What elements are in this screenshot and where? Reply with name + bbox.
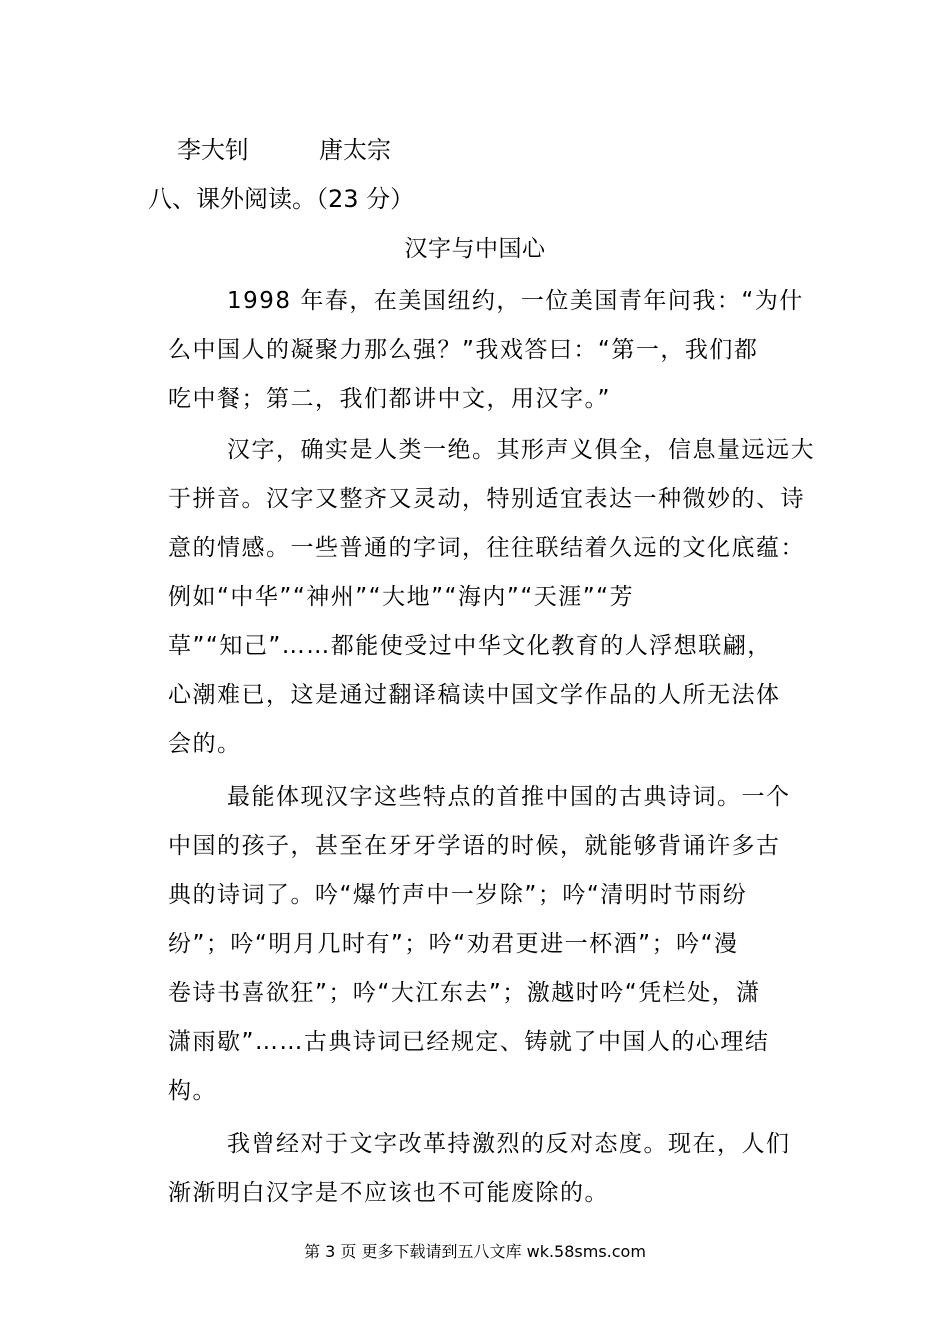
text-line: 中国的孩子，甚至在牙牙学语的时候，就能够背诵许多古 (168, 833, 781, 859)
text-line: 会的。 (168, 731, 242, 757)
name-tang-taizong: 唐太宗 (319, 136, 391, 164)
text-line: 卷诗书喜欲狂”；吟“大江东去”；激越时吟“凭栏处，潇 (168, 980, 761, 1006)
text-line: 草”“知己”……都能使受过中华文化教育的人浮想联翩， (168, 633, 772, 659)
text-line: 意的情感。一些普通的字词，往往联结着久远的文化底蕴： (168, 535, 805, 561)
text-line: 最能体现汉字这些特点的首推中国的古典诗词。一个 (227, 784, 791, 810)
text-line: 典的诗词了。吟“爆竹声中一岁除”；吟“清明时节雨纷 (168, 882, 748, 908)
name-li-dazhao: 李大钊 (177, 136, 249, 164)
text-line: 我曾经对于文字改革持激烈的反对态度。现在，人们 (227, 1131, 791, 1157)
text-line: 于拼音。汉字又整齐又灵动，特别适宜表达一种微妙的、诗 (168, 486, 805, 512)
text-line: 潇雨歇”……古典诗词已经规定、铸就了中国人的心理结 (168, 1029, 770, 1055)
text-line: 吃中餐；第二，我们都讲中文，用汉字。” (168, 386, 611, 412)
answer-names (177, 136, 391, 164)
text-line: 例如“中华”“神州”“大地”“海内”“天涯”“芳 (168, 584, 635, 610)
section-heading: 八、课外阅读。（23 分） (148, 185, 415, 213)
article-title: 汉字与中国心 (404, 236, 546, 262)
text-line: 构。 (168, 1078, 217, 1104)
text-line: 汉字，确实是人类一绝。其形声义俱全，信息量远远大 (227, 437, 815, 463)
text-line: 么中国人的凝聚力那么强？”我戏答曰：“第一，我们都 (168, 337, 759, 363)
text-line: 心潮难已，这是通过翻译稿读中国文学作品的人所无法体 (168, 682, 781, 708)
text-line: 渐渐明白汉字是不应该也不可能废除的。 (168, 1180, 609, 1206)
page-footer: 第 3 页 更多下载请到五八文库 wk.58sms.com (304, 1242, 646, 1261)
text-line: 纷”；吟“明月几时有”；吟“劝君更进一杯酒”；吟“漫 (168, 931, 739, 957)
text-line: 1998 年春，在美国纽约，一位美国青年问我：“为什 (227, 288, 804, 314)
